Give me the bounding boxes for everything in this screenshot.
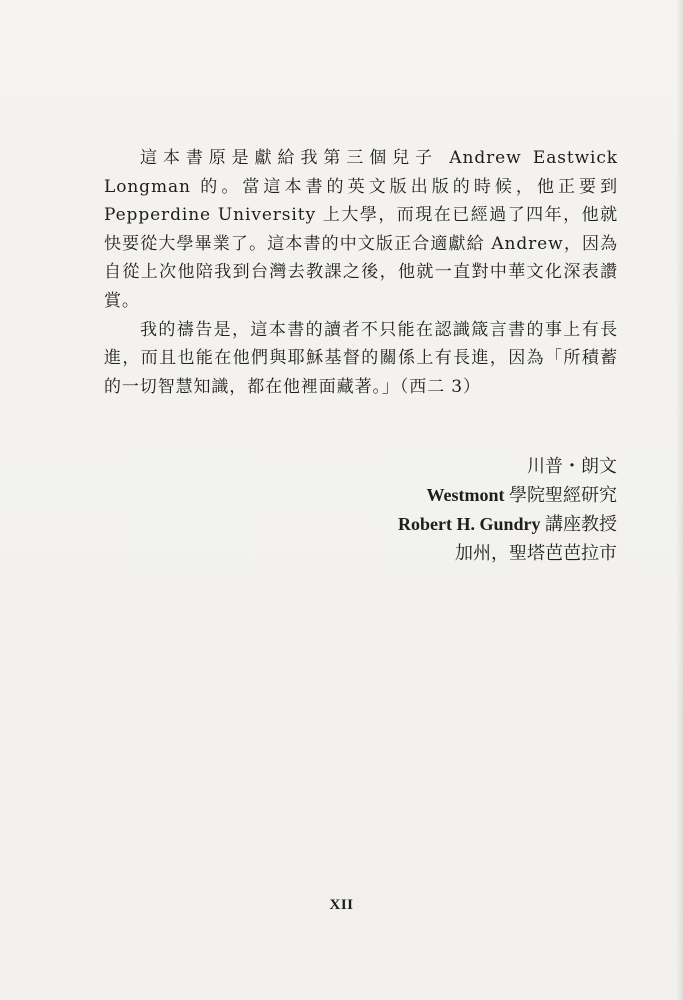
page-edge-shadow [676, 0, 683, 1000]
chair-title: 講座教授 [545, 514, 617, 534]
preface-text [104, 144, 618, 401]
author-institution [398, 481, 617, 510]
institution-name: Westmont [426, 485, 505, 505]
author-chair [398, 510, 617, 539]
author-location: 加州，聖塔芭芭拉市 [455, 543, 617, 563]
author-name: 川普・朗文 [527, 456, 617, 476]
chair-name: Robert H. Gundry [397, 514, 541, 534]
preface-paragraph-2: 我的禱告是，這本書的讀者不只能在認識箴言書的事上有長進，而且也能在他們與耶穌基督的關係上有長進，因為「所積蓄的一切智慧知識，都在他裡面藏著。」（西二 3） [104, 319, 618, 397]
author-signature [398, 452, 617, 568]
preface-paragraph-1: 這本書原是獻給我第三個兒子 Andrew Eastwick Longman 的。當這本書的英文版出版的時候，他正要到 Pepperdine University 上大學，而現在已經過了四年，他就快要從大學畢業了。這本書的中文版正合適獻給 Andrew，因為自從上次他陪我到台灣去教課之後，他就一直對中華文化深表讚賞。 [104, 148, 618, 311]
institution-department: 學院聖經研究 [509, 485, 617, 505]
page-number: XII [329, 897, 354, 913]
